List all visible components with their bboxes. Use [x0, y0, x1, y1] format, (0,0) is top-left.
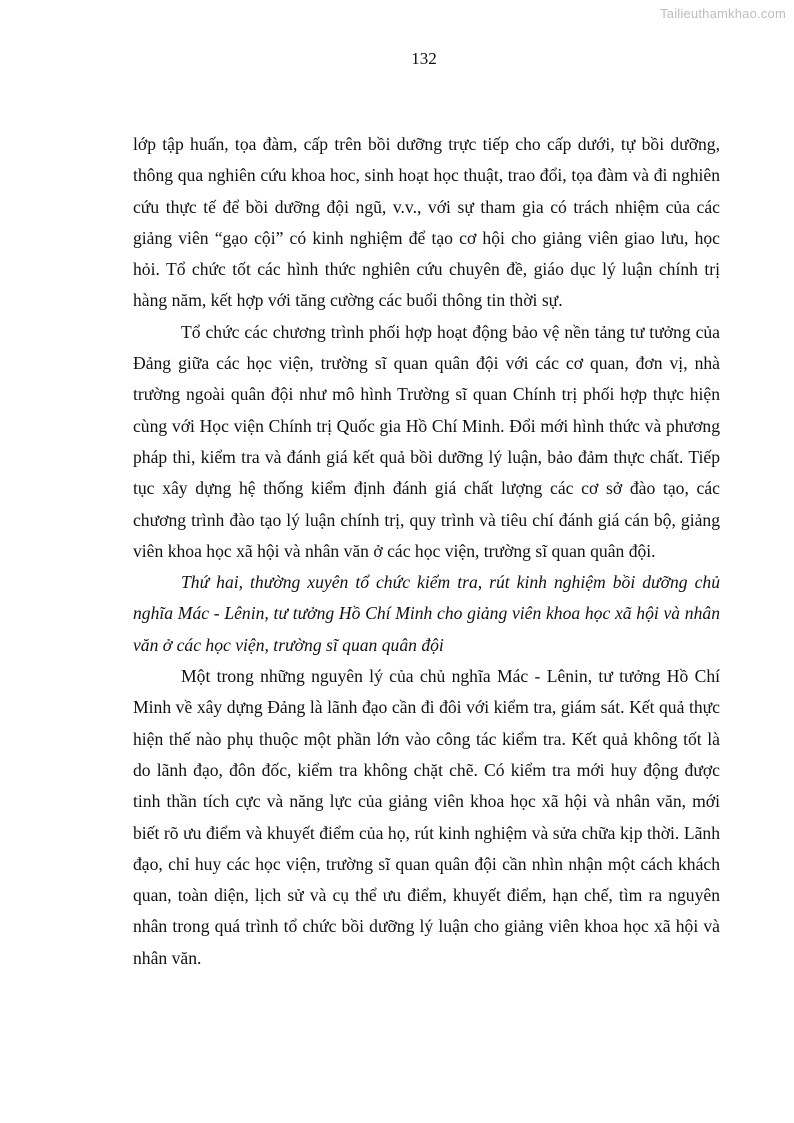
section-heading-second-solution: Thứ hai, thường xuyên tổ chức kiểm tra, rút kinh nghiệm bồi dưỡng chủ nghĩa Mác - Lênin, tư tưởng Hồ Chí Minh cho giảng viên khoa học xã hội và nhân văn ở các học viện, trường sĩ quan quân đội: [133, 572, 720, 655]
paragraph-continuation: lớp tập huấn, tọa đàm, cấp trên bồi dưỡng trực tiếp cho cấp dưới, tự bồi dưỡng, thông qua nghiên cứu khoa hoc, sinh hoạt học thuật, trao đổi, tọa đàm và đi nghiên cứu thực tế để bồi dưỡng đội ngũ, v.v., với sự tham gia có trách nhiệm của các giảng viên “gạo cội” có kinh nghiệm để tạo cơ hội cho giảng viên giao lưu, học hỏi. Tổ chức tốt các hình thức nghiên cứu chuyên đề, giáo dục lý luận chính trị hàng năm, kết hợp với tăng cường các buổi thông tin thời sự.: [133, 134, 720, 311]
page-number: 132: [411, 49, 437, 68]
paragraph-inspection-principle: Một trong những nguyên lý của chủ nghĩa Mác - Lênin, tư tưởng Hồ Chí Minh về xây dựng Đảng là lãnh đạo cần đi đôi với kiểm tra, giám sát. Kết quả thực hiện thế nào phụ thuộc một phần lớn vào công tác kiểm tra. Kết quả không tốt là do lãnh đạo, đôn đốc, kiểm tra không chặt chẽ. Có kiểm tra mới huy động được tinh thần tích cực và năng lực của giảng viên khoa học xã hội và nhân văn, mới biết rõ ưu điểm và khuyết điểm của họ, rút kinh nghiệm và sửa chữa kịp thời. Lãnh đạo, chỉ huy các học viện, trường sĩ quan quân đội cần nhìn nhận một cách khách quan, toàn diện, lịch sử và cụ thể ưu điểm, khuyết điểm, hạn chế, tìm ra nguyên nhân trong quá trình tổ chức bồi dưỡng lý luận cho giảng viên khoa học xã hội và nhân văn.: [133, 666, 720, 968]
paragraph-coordination-programs: Tổ chức các chương trình phối hợp hoạt động bảo vệ nền tảng tư tưởng của Đảng giữa các học viện, trường sĩ quan quân đội với các cơ quan, đơn vị, nhà trường ngoài quân đội như mô hình Trường sĩ quan Chính trị phối hợp thực hiện cùng với Học viện Chính trị Quốc gia Hồ Chí Minh. Đổi mới hình thức và phương pháp thi, kiểm tra và đánh giá kết quả bồi dưỡng lý luận, bảo đảm thực chất. Tiếp tục xây dựng hệ thống kiểm định đánh giá chất lượng các cơ sở đào tạo, các chương trình đào tạo lý luận chính trị, quy trình và tiêu chí đánh giá cán bộ, giảng viên khoa học xã hội và nhân văn ở các học viện, trường sĩ quan quân đội.: [133, 321, 720, 561]
page-body: [133, 129, 720, 974]
watermark-text: Tailieuthamkhao.com: [660, 6, 786, 21]
